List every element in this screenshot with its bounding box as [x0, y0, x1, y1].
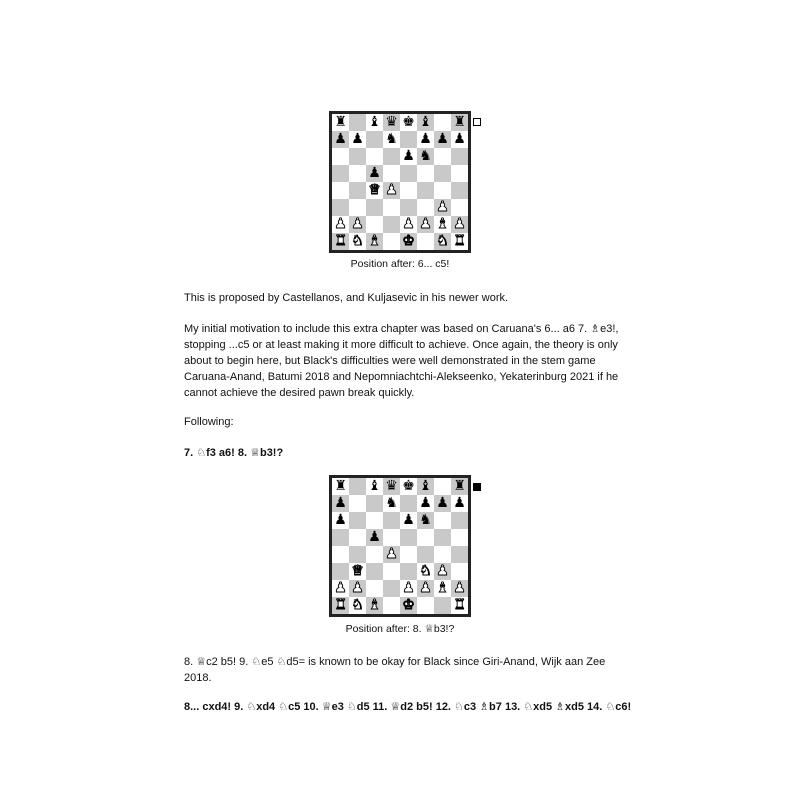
black-rook-icon: ♜ — [334, 478, 347, 494]
white-pawn-icon: ♟ — [351, 216, 364, 232]
board-square — [332, 216, 349, 233]
board-square — [434, 165, 451, 182]
white-pawn-icon: ♟ — [419, 580, 432, 596]
black-king-icon: ♚ — [402, 478, 415, 494]
board-square — [434, 597, 451, 614]
board-square — [332, 597, 349, 614]
black-knight-icon: ♞ — [419, 148, 432, 164]
board-square — [434, 512, 451, 529]
board-square — [383, 495, 400, 512]
black-bishop-icon: ♝ — [419, 114, 432, 130]
white-rook-icon: ♜ — [334, 597, 347, 613]
board-square — [332, 563, 349, 580]
board-square — [383, 114, 400, 131]
white-pawn-icon: ♟ — [385, 546, 398, 562]
board-square — [349, 546, 366, 563]
black-bishop-icon: ♝ — [368, 478, 381, 494]
board-square — [434, 563, 451, 580]
board-square — [417, 563, 434, 580]
board-square — [332, 165, 349, 182]
paragraph: Following: — [184, 416, 234, 428]
board-square — [417, 233, 434, 250]
black-bishop-icon: ♝ — [419, 478, 432, 494]
white-pawn-icon: ♟ — [453, 216, 466, 232]
board-square — [332, 182, 349, 199]
black-rook-icon: ♜ — [453, 114, 466, 130]
board-square — [332, 114, 349, 131]
black-rook-icon: ♜ — [334, 114, 347, 130]
board-square — [451, 563, 468, 580]
board-square — [434, 529, 451, 546]
chessboard — [329, 111, 471, 253]
board-square — [349, 597, 366, 614]
chessboard — [329, 475, 471, 617]
black-rook-icon: ♜ — [453, 478, 466, 494]
diagram-caption: Position after: 6... c5! — [350, 258, 450, 270]
white-knight-icon: ♞ — [351, 233, 364, 249]
board-square — [451, 597, 468, 614]
board-square — [366, 114, 383, 131]
board-square — [451, 165, 468, 182]
board-square — [383, 546, 400, 563]
board-square — [434, 478, 451, 495]
black-pawn-icon: ♟ — [419, 131, 432, 147]
board-square — [451, 529, 468, 546]
board-square — [366, 529, 383, 546]
board-square — [383, 165, 400, 182]
board-square — [400, 495, 417, 512]
move-sequence: 8... cxd4! 9. ♘xd4 ♘c5 10. ♕e3 ♘d5 11. ♕d2 b5! 12. ♘c3 ♗b7 13. ♘xd5 ♗xd5 14. ♘c6! — [184, 701, 632, 713]
board-square — [400, 182, 417, 199]
board-square — [383, 597, 400, 614]
board-square — [434, 580, 451, 597]
black-bishop-icon: ♝ — [368, 114, 381, 130]
black-pawn-icon: ♟ — [453, 131, 466, 147]
white-bishop-icon: ♝ — [436, 216, 449, 232]
white-king-icon: ♚ — [402, 233, 415, 249]
paragraph: This is proposed by Castellanos, and Kuljasevic in his newer work. — [184, 292, 509, 304]
board-square — [434, 495, 451, 512]
black-pawn-icon: ♟ — [436, 131, 449, 147]
white-bishop-icon: ♝ — [436, 580, 449, 596]
board-square — [434, 114, 451, 131]
board-square — [417, 131, 434, 148]
black-pawn-icon: ♟ — [334, 131, 347, 147]
board-square — [417, 512, 434, 529]
board-square — [332, 546, 349, 563]
black-knight-icon: ♞ — [419, 512, 432, 528]
board-square — [366, 478, 383, 495]
board-square — [366, 131, 383, 148]
paragraph: My initial motivation to include this extra chapter was based on Caruana's 6... a6 7. ♗e3!, stopping ...c5 or at least making it more difficult to achieve. Once again, the theory is only about to begin here, but Black's difficulties were well demonstrated in the stem game Caruana-Anand, Batumi 2018 and Nepomniachtchi-Alekseenko, Yekaterinburg 2021 if he cannot achieve the desired pawn break quickly. — [184, 323, 619, 399]
board-square — [417, 597, 434, 614]
board-square — [417, 199, 434, 216]
black-queen-icon: ♛ — [385, 114, 398, 130]
board-square — [451, 182, 468, 199]
board-square — [417, 216, 434, 233]
black-to-move-indicator — [473, 483, 481, 491]
board-square — [434, 233, 451, 250]
black-pawn-icon: ♟ — [453, 495, 466, 511]
board-square — [417, 580, 434, 597]
board-square — [451, 148, 468, 165]
board-square — [400, 563, 417, 580]
board-square — [349, 165, 366, 182]
board-square — [451, 495, 468, 512]
black-pawn-icon: ♟ — [351, 131, 364, 147]
board-square — [417, 165, 434, 182]
board-square — [332, 233, 349, 250]
board-square — [349, 512, 366, 529]
white-rook-icon: ♜ — [334, 233, 347, 249]
board-square — [383, 148, 400, 165]
board-square — [434, 546, 451, 563]
board-square — [383, 580, 400, 597]
board-square — [434, 131, 451, 148]
board-square — [434, 216, 451, 233]
board-square — [366, 216, 383, 233]
board-square — [400, 512, 417, 529]
white-knight-icon: ♞ — [351, 597, 364, 613]
paragraph: 8. ♕c2 b5! 9. ♘e5 ♘d5= is known to be okay for Black since Giri-Anand, Wijk aan Zee 2018. — [184, 656, 606, 684]
board-square — [417, 114, 434, 131]
board-square — [417, 182, 434, 199]
board-square — [400, 114, 417, 131]
board-square — [366, 148, 383, 165]
board-square — [434, 199, 451, 216]
board-square — [400, 165, 417, 182]
board-square — [349, 182, 366, 199]
board-square — [349, 148, 366, 165]
board-square — [383, 563, 400, 580]
move-sequence: 7. ♘f3 a6! 8. ♕b3!? — [184, 447, 284, 459]
board-square — [349, 563, 366, 580]
board-square — [349, 216, 366, 233]
black-pawn-icon: ♟ — [368, 165, 381, 181]
white-knight-icon: ♞ — [419, 563, 432, 579]
board-square — [349, 131, 366, 148]
white-pawn-icon: ♟ — [351, 580, 364, 596]
board-square — [383, 199, 400, 216]
board-square — [383, 529, 400, 546]
board-square — [400, 131, 417, 148]
board-square — [451, 114, 468, 131]
board-square — [349, 580, 366, 597]
white-pawn-icon: ♟ — [334, 580, 347, 596]
board-square — [417, 546, 434, 563]
board-square — [366, 495, 383, 512]
white-pawn-icon: ♟ — [385, 182, 398, 198]
board-square — [400, 233, 417, 250]
board-square — [451, 199, 468, 216]
board-square — [417, 478, 434, 495]
black-queen-icon: ♛ — [385, 478, 398, 494]
board-square — [383, 216, 400, 233]
board-square — [400, 597, 417, 614]
board-square — [349, 199, 366, 216]
white-queen-icon: ♛ — [351, 563, 364, 579]
board-square — [366, 182, 383, 199]
board-square — [400, 546, 417, 563]
board-square — [451, 131, 468, 148]
board-square — [332, 529, 349, 546]
board-square — [383, 131, 400, 148]
board-square — [349, 495, 366, 512]
board-square — [332, 478, 349, 495]
board-square — [332, 131, 349, 148]
board-square — [366, 165, 383, 182]
board-square — [451, 580, 468, 597]
black-knight-icon: ♞ — [385, 131, 398, 147]
board-square — [417, 529, 434, 546]
board-square — [400, 148, 417, 165]
board-square — [400, 216, 417, 233]
board-square — [451, 512, 468, 529]
white-pawn-icon: ♟ — [436, 563, 449, 579]
white-rook-icon: ♜ — [453, 597, 466, 613]
white-bishop-icon: ♝ — [368, 233, 381, 249]
white-pawn-icon: ♟ — [402, 216, 415, 232]
black-king-icon: ♚ — [402, 114, 415, 130]
black-pawn-icon: ♟ — [419, 495, 432, 511]
board-square — [366, 563, 383, 580]
board-square — [366, 597, 383, 614]
board-square — [366, 199, 383, 216]
white-pawn-icon: ♟ — [436, 199, 449, 215]
board-square — [400, 478, 417, 495]
board-square — [434, 148, 451, 165]
white-king-icon: ♚ — [402, 597, 415, 613]
board-square — [451, 216, 468, 233]
white-to-move-indicator — [473, 118, 481, 126]
board-square — [332, 148, 349, 165]
white-bishop-icon: ♝ — [368, 597, 381, 613]
black-pawn-icon: ♟ — [402, 148, 415, 164]
board-square — [366, 546, 383, 563]
board-square — [417, 148, 434, 165]
board-square — [451, 546, 468, 563]
white-pawn-icon: ♟ — [402, 580, 415, 596]
board-square — [366, 580, 383, 597]
white-pawn-icon: ♟ — [419, 216, 432, 232]
board-square — [349, 478, 366, 495]
board-square — [332, 580, 349, 597]
board-square — [349, 114, 366, 131]
board-square — [366, 233, 383, 250]
board-square — [383, 233, 400, 250]
black-pawn-icon: ♟ — [334, 495, 347, 511]
black-pawn-icon: ♟ — [334, 512, 347, 528]
white-knight-icon: ♞ — [436, 233, 449, 249]
board-square — [434, 182, 451, 199]
black-pawn-icon: ♟ — [368, 529, 381, 545]
board-square — [332, 495, 349, 512]
board-square — [451, 478, 468, 495]
board-square — [451, 233, 468, 250]
diagram-caption: Position after: 8. ♕b3!? — [345, 623, 455, 635]
board-square — [349, 233, 366, 250]
board-square — [400, 199, 417, 216]
white-rook-icon: ♜ — [453, 233, 466, 249]
board-square — [332, 512, 349, 529]
board-square — [366, 512, 383, 529]
board-square — [332, 199, 349, 216]
black-pawn-icon: ♟ — [436, 495, 449, 511]
board-square — [383, 512, 400, 529]
board-square — [349, 529, 366, 546]
board-square — [383, 182, 400, 199]
board-square — [400, 529, 417, 546]
board-square — [400, 580, 417, 597]
white-queen-icon: ♛ — [368, 182, 381, 198]
black-knight-icon: ♞ — [385, 495, 398, 511]
board-square — [417, 495, 434, 512]
white-pawn-icon: ♟ — [334, 216, 347, 232]
white-pawn-icon: ♟ — [453, 580, 466, 596]
black-pawn-icon: ♟ — [402, 512, 415, 528]
board-square — [383, 478, 400, 495]
